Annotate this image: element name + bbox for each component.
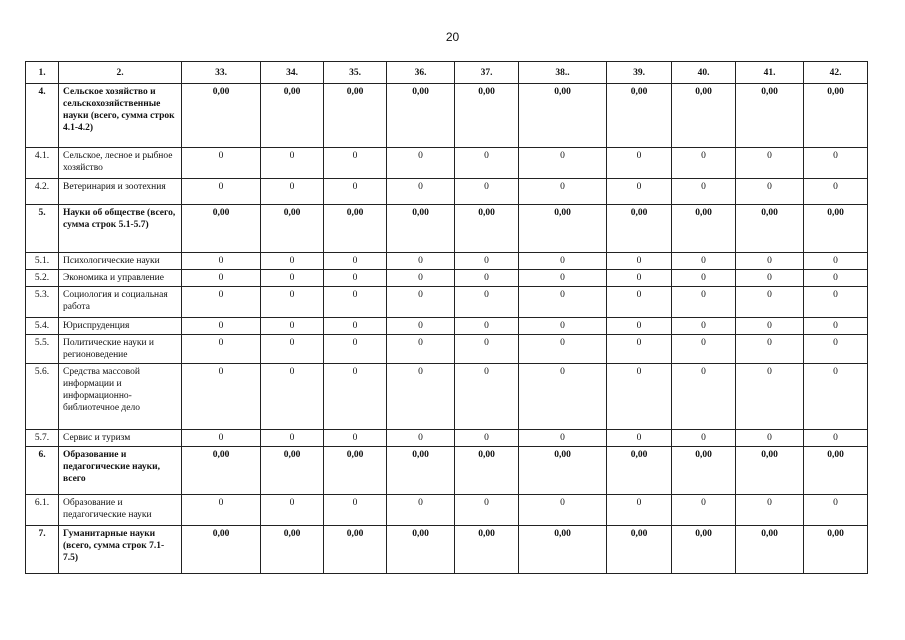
value-cell: 0 — [519, 287, 607, 318]
value-cell: 0,00 — [261, 84, 324, 148]
row-name: Юриспруденция — [59, 318, 182, 335]
value-cell: 0,00 — [607, 526, 672, 574]
value-cell: 0 — [455, 287, 519, 318]
table-row — [26, 335, 868, 364]
value-cell: 0 — [182, 287, 261, 318]
value-cell: 0,00 — [324, 526, 387, 574]
value-cell: 0 — [519, 430, 607, 447]
value-cell: 0 — [387, 287, 455, 318]
value-cell: 0 — [387, 270, 455, 287]
value-cell: 0 — [387, 430, 455, 447]
row-name: Ветеринария и зоотехния — [59, 179, 182, 205]
row-number: 5.4. — [26, 318, 59, 335]
value-cell: 0 — [182, 253, 261, 270]
value-cell: 0 — [804, 270, 868, 287]
value-cell: 0,00 — [736, 447, 804, 495]
value-cell: 0 — [607, 318, 672, 335]
value-cell: 0,00 — [736, 526, 804, 574]
value-cell: 0 — [736, 287, 804, 318]
column-header: 35. — [324, 62, 387, 84]
value-cell: 0 — [672, 253, 736, 270]
column-header: 34. — [261, 62, 324, 84]
value-cell: 0 — [672, 495, 736, 526]
value-cell: 0 — [182, 364, 261, 430]
value-cell: 0 — [672, 318, 736, 335]
value-cell: 0 — [261, 335, 324, 364]
table-row — [26, 205, 868, 253]
row-name: Психологические науки — [59, 253, 182, 270]
value-cell: 0 — [804, 287, 868, 318]
page-number: 20 — [445, 30, 460, 44]
value-cell: 0 — [519, 495, 607, 526]
value-cell: 0,00 — [672, 205, 736, 253]
value-cell: 0 — [324, 148, 387, 179]
value-cell: 0,00 — [182, 205, 261, 253]
table-row — [26, 447, 868, 495]
value-cell: 0 — [804, 495, 868, 526]
value-cell: 0 — [672, 335, 736, 364]
value-cell: 0 — [261, 495, 324, 526]
value-cell: 0 — [804, 430, 868, 447]
value-cell: 0 — [455, 179, 519, 205]
value-cell: 0 — [519, 318, 607, 335]
column-header: 39. — [607, 62, 672, 84]
value-cell: 0,00 — [607, 84, 672, 148]
row-name: Образование и педагогические науки, всего — [59, 447, 182, 495]
value-cell: 0 — [387, 318, 455, 335]
row-number: 5.5. — [26, 335, 59, 364]
column-header: 38.. — [519, 62, 607, 84]
value-cell: 0 — [387, 364, 455, 430]
value-cell: 0 — [455, 148, 519, 179]
value-cell: 0 — [736, 430, 804, 447]
column-header: 37. — [455, 62, 519, 84]
value-cell: 0,00 — [182, 447, 261, 495]
value-cell: 0 — [387, 148, 455, 179]
value-cell: 0,00 — [607, 205, 672, 253]
value-cell: 0 — [672, 364, 736, 430]
value-cell: 0 — [736, 335, 804, 364]
table-row — [26, 430, 868, 447]
column-header: 1. — [26, 62, 59, 84]
value-cell: 0 — [261, 430, 324, 447]
value-cell: 0 — [607, 364, 672, 430]
value-cell: 0 — [519, 179, 607, 205]
value-cell: 0 — [519, 148, 607, 179]
value-cell: 0,00 — [736, 84, 804, 148]
table-row — [26, 318, 868, 335]
value-cell: 0 — [324, 495, 387, 526]
value-cell: 0 — [324, 335, 387, 364]
value-cell: 0 — [672, 148, 736, 179]
value-cell: 0 — [182, 495, 261, 526]
row-name: Науки об обществе (всего, сумма строк 5.1-5.7) — [59, 205, 182, 253]
value-cell: 0,00 — [519, 205, 607, 253]
value-cell: 0 — [607, 148, 672, 179]
value-cell: 0 — [804, 148, 868, 179]
value-cell: 0,00 — [261, 447, 324, 495]
value-cell: 0,00 — [804, 447, 868, 495]
value-cell: 0 — [324, 179, 387, 205]
value-cell: 0 — [261, 148, 324, 179]
value-cell: 0,00 — [455, 447, 519, 495]
value-cell: 0 — [182, 179, 261, 205]
value-cell: 0,00 — [519, 526, 607, 574]
table-row — [26, 179, 868, 205]
value-cell: 0 — [736, 364, 804, 430]
value-cell: 0,00 — [387, 84, 455, 148]
table-row — [26, 253, 868, 270]
row-name: Политические науки и регионоведение — [59, 335, 182, 364]
value-cell: 0 — [607, 287, 672, 318]
row-number: 4.1. — [26, 148, 59, 179]
value-cell: 0 — [519, 364, 607, 430]
value-cell: 0 — [607, 179, 672, 205]
value-cell: 0,00 — [672, 526, 736, 574]
value-cell: 0 — [182, 430, 261, 447]
value-cell: 0 — [672, 287, 736, 318]
value-cell: 0,00 — [519, 447, 607, 495]
table-row — [26, 148, 868, 179]
value-cell: 0 — [736, 270, 804, 287]
value-cell: 0 — [736, 179, 804, 205]
value-cell: 0 — [804, 179, 868, 205]
value-cell: 0 — [607, 430, 672, 447]
column-header: 33. — [182, 62, 261, 84]
value-cell: 0 — [387, 495, 455, 526]
value-cell: 0 — [324, 287, 387, 318]
column-header: 36. — [387, 62, 455, 84]
row-number: 4. — [26, 84, 59, 148]
value-cell: 0 — [736, 318, 804, 335]
row-number: 5.1. — [26, 253, 59, 270]
row-name: Сельское хозяйство и сельскохозяйственные науки (всего, сумма строк 4.1-4.2) — [59, 84, 182, 148]
value-cell: 0 — [736, 148, 804, 179]
value-cell: 0 — [455, 364, 519, 430]
value-cell: 0 — [455, 335, 519, 364]
table-row — [26, 270, 868, 287]
row-number: 5.6. — [26, 364, 59, 430]
value-cell: 0 — [455, 495, 519, 526]
column-header: 41. — [736, 62, 804, 84]
table-row — [26, 526, 868, 574]
value-cell: 0 — [182, 148, 261, 179]
value-cell: 0 — [607, 270, 672, 287]
value-cell: 0 — [607, 253, 672, 270]
row-name: Экономика и управление — [59, 270, 182, 287]
value-cell: 0 — [182, 318, 261, 335]
value-cell: 0,00 — [804, 205, 868, 253]
value-cell: 0 — [804, 318, 868, 335]
row-name: Социология и социальная работа — [59, 287, 182, 318]
column-header: 40. — [672, 62, 736, 84]
value-cell: 0 — [455, 270, 519, 287]
value-cell: 0 — [324, 270, 387, 287]
value-cell: 0,00 — [324, 84, 387, 148]
value-cell: 0 — [261, 253, 324, 270]
value-cell: 0 — [672, 430, 736, 447]
value-cell: 0 — [804, 253, 868, 270]
value-cell: 0 — [261, 318, 324, 335]
value-cell: 0 — [324, 253, 387, 270]
column-header: 2. — [59, 62, 182, 84]
table-row — [26, 495, 868, 526]
value-cell: 0,00 — [736, 205, 804, 253]
row-number: 5.7. — [26, 430, 59, 447]
value-cell: 0,00 — [455, 526, 519, 574]
value-cell: 0,00 — [519, 84, 607, 148]
row-name: Средства массовой информации и информационно-библиотечное дело — [59, 364, 182, 430]
value-cell: 0 — [672, 270, 736, 287]
value-cell: 0,00 — [387, 447, 455, 495]
row-number: 5. — [26, 205, 59, 253]
value-cell: 0,00 — [387, 526, 455, 574]
value-cell: 0 — [261, 287, 324, 318]
value-cell: 0,00 — [455, 205, 519, 253]
row-number: 5.3. — [26, 287, 59, 318]
value-cell: 0 — [455, 318, 519, 335]
value-cell: 0 — [455, 430, 519, 447]
value-cell: 0,00 — [804, 526, 868, 574]
value-cell: 0 — [182, 335, 261, 364]
table-row — [26, 364, 868, 430]
row-number: 4.2. — [26, 179, 59, 205]
row-name: Образование и педагогические науки — [59, 495, 182, 526]
row-number: 6.1. — [26, 495, 59, 526]
value-cell: 0 — [261, 270, 324, 287]
value-cell: 0 — [736, 495, 804, 526]
column-header: 42. — [804, 62, 868, 84]
value-cell: 0,00 — [387, 205, 455, 253]
row-name: Гуманитарные науки (всего, сумма строк 7.1-7.5) — [59, 526, 182, 574]
value-cell: 0,00 — [324, 447, 387, 495]
value-cell: 0 — [182, 270, 261, 287]
value-cell: 0 — [672, 179, 736, 205]
table-row — [26, 287, 868, 318]
row-name: Сервис и туризм — [59, 430, 182, 447]
row-name: Сельское, лесное и рыбное хозяйство — [59, 148, 182, 179]
value-cell: 0,00 — [455, 84, 519, 148]
row-number: 5.2. — [26, 270, 59, 287]
value-cell: 0 — [519, 335, 607, 364]
value-cell: 0 — [519, 270, 607, 287]
row-number: 6. — [26, 447, 59, 495]
value-cell: 0 — [387, 335, 455, 364]
value-cell: 0,00 — [182, 84, 261, 148]
value-cell: 0 — [261, 179, 324, 205]
value-cell: 0 — [519, 253, 607, 270]
statistics-table — [25, 61, 868, 574]
value-cell: 0,00 — [261, 526, 324, 574]
value-cell: 0,00 — [804, 84, 868, 148]
value-cell: 0 — [324, 318, 387, 335]
value-cell: 0 — [387, 179, 455, 205]
value-cell: 0,00 — [607, 447, 672, 495]
value-cell: 0 — [736, 253, 804, 270]
value-cell: 0 — [804, 364, 868, 430]
value-cell: 0,00 — [672, 84, 736, 148]
value-cell: 0 — [387, 253, 455, 270]
value-cell: 0 — [607, 335, 672, 364]
value-cell: 0 — [324, 430, 387, 447]
value-cell: 0,00 — [261, 205, 324, 253]
value-cell: 0,00 — [672, 447, 736, 495]
value-cell: 0 — [804, 335, 868, 364]
value-cell: 0 — [261, 364, 324, 430]
row-number: 7. — [26, 526, 59, 574]
value-cell: 0 — [607, 495, 672, 526]
value-cell: 0,00 — [324, 205, 387, 253]
value-cell: 0 — [455, 253, 519, 270]
header-row — [26, 62, 868, 84]
value-cell: 0,00 — [182, 526, 261, 574]
value-cell: 0 — [324, 364, 387, 430]
table-row — [26, 84, 868, 148]
